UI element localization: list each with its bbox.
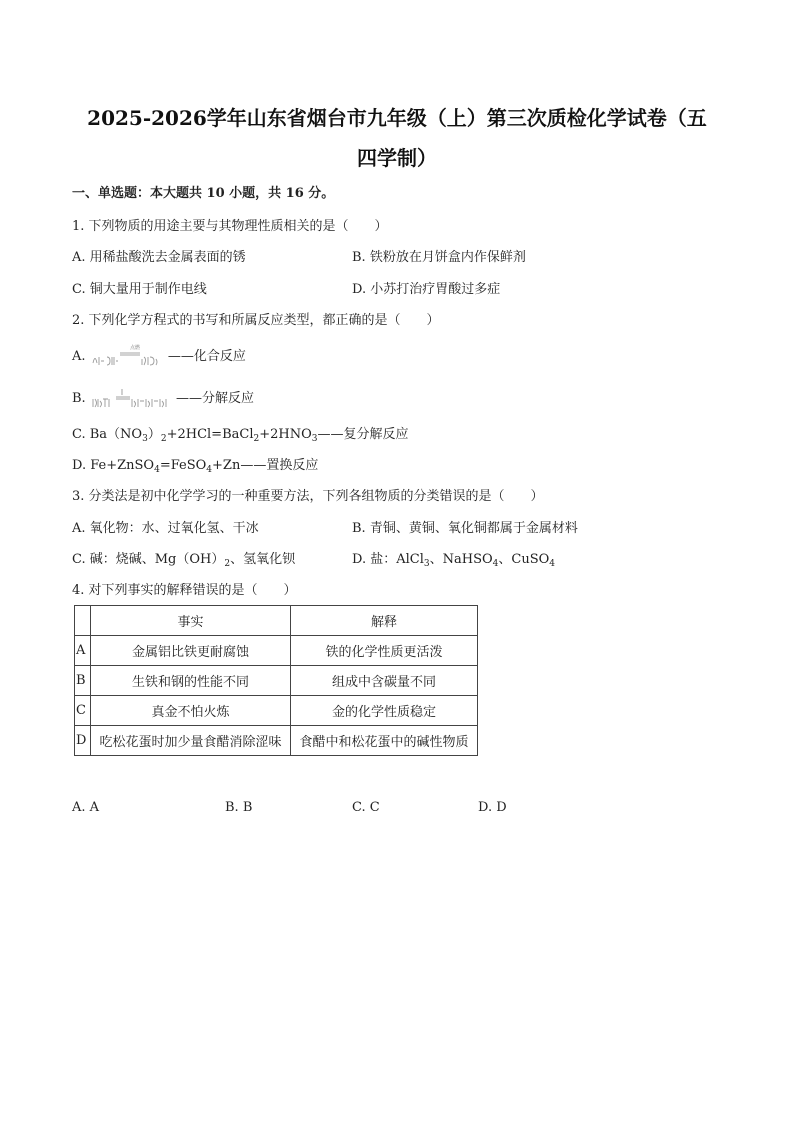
q3-d-text-2: 、NaHSO: [429, 552, 493, 567]
q2-option-b: [72, 384, 254, 414]
q3-c-text-1: C. 碱：烧碱、Mg（OH）: [72, 552, 225, 567]
fact-cell: 金属铝比铁更耐腐蚀: [91, 636, 291, 666]
q3-option-b: B. 青铜、黄铜、氧化铜都属于金属材料: [352, 521, 578, 536]
q2-stem: 2. 下列化学方程式的书写和所属反应类型，都正确的是（ ）: [72, 313, 440, 328]
fact-cell: 真金不怕火炼: [91, 696, 291, 726]
q1-option-b: B. 铁粉放在月饼盒内作保鲜剂: [352, 250, 526, 265]
facts-header-blank: [75, 606, 91, 636]
q1-option-a: A. 用稀盐酸洗去金属表面的锈: [72, 250, 246, 265]
table-row: [75, 696, 478, 726]
q3-d-sub-3: 4: [549, 559, 555, 569]
q2-c-text-1: C. Ba（NO: [72, 427, 143, 442]
section-heading: 一、单选题：本大题共 10 小题，共 16 分。: [72, 186, 335, 201]
q2-option-c: [72, 427, 409, 443]
table-row: [75, 666, 478, 696]
q1-option-c: C. 铜大量用于制作电线: [72, 282, 207, 297]
q2-c-sub-4: 3: [311, 434, 318, 444]
facts-header-explanation: 解释: [291, 606, 478, 636]
q4-option-b: B. B: [225, 800, 253, 815]
facts-table: [74, 605, 478, 756]
q2-d-text-3: +Zn——置换反应: [212, 458, 319, 473]
q2-c-sub-2: 2: [160, 434, 167, 444]
q2-c-sub-3: 2: [253, 434, 260, 444]
q2-option-a: [72, 342, 246, 372]
explanation-cell: 组成中含碳量不同: [291, 666, 478, 696]
q3-option-c: [72, 552, 295, 568]
q3-d-text-3: 、CuSO: [498, 552, 550, 567]
q4-option-c: C. C: [352, 800, 380, 815]
row-label: A: [75, 636, 91, 666]
explanation-cell: 食醋中和松花蛋中的碱性物质: [291, 726, 478, 756]
fact-cell: 生铁和钢的性能不同: [91, 666, 291, 696]
q3-option-a: A. 氧化物：水、过氧化氢、干冰: [72, 521, 259, 536]
q2-option-b-label: B.: [72, 391, 86, 406]
q3-d-text-1: D. 盐：AlCl: [352, 552, 424, 567]
q2-c-text-4: +2HNO: [259, 427, 312, 442]
q2-c-text-5: ——复分解反应: [317, 427, 409, 442]
equation-image-b: [90, 385, 170, 413]
facts-header-fact: 事实: [91, 606, 291, 636]
equation-image-a: [90, 343, 162, 371]
page-title-line1: 2025-2026学年山东省烟台市九年级（上）第三次质检化学试卷（五: [87, 106, 707, 130]
q1-option-d: D. 小苏打治疗胃酸过多症: [352, 282, 501, 297]
q3-c-sub-1: 2: [224, 559, 231, 569]
q2-d-sub-1: 4: [154, 465, 160, 475]
q3-option-d: [352, 552, 555, 568]
q1-stem: 1. 下列物质的用途主要与其物理性质相关的是（ ）: [72, 219, 388, 234]
q2-option-d: [72, 458, 318, 474]
q2-d-text-2: =FeSO: [159, 458, 207, 473]
explanation-cell: 铁的化学性质更活泼: [291, 636, 478, 666]
row-label: C: [75, 696, 91, 726]
q2-option-a-label: A.: [72, 349, 86, 364]
q2-option-b-type: ——分解反应: [175, 391, 254, 406]
q2-c-text-2: ）: [147, 427, 161, 442]
q3-d-sub-2: 4: [492, 559, 499, 569]
q4-option-d: D. D: [478, 800, 507, 815]
q4-option-a: A. A: [72, 800, 100, 815]
q2-d-sub-2: 4: [206, 465, 213, 475]
fact-cell: 吃松花蛋时加少量食醋消除涩味: [91, 726, 291, 756]
q3-stem: 3. 分类法是初中化学学习的一种重要方法，下列各组物质的分类错误的是（ ）: [72, 489, 544, 504]
svg-text:点燃: 点燃: [129, 344, 140, 351]
q4-stem: 4. 对下列事实的解释错误的是（ ）: [72, 583, 297, 598]
table-row: [75, 726, 478, 756]
row-label: B: [75, 666, 91, 696]
facts-table-header-row: [75, 606, 478, 636]
q2-option-a-type: ——化合反应: [167, 349, 246, 364]
q3-c-text-2: 、氢氧化钡: [230, 552, 296, 567]
q3-d-sub-1: 3: [423, 559, 430, 569]
page-title-line2: 四学制）: [357, 146, 437, 170]
q2-d-text-1: D. Fe+ZnSO: [72, 458, 155, 473]
q2-c-sub-1: 3: [142, 434, 148, 444]
q2-c-text-3: +2HCl=BaCl: [166, 427, 254, 442]
table-row: [75, 636, 478, 666]
explanation-cell: 金的化学性质稳定: [291, 696, 478, 726]
row-label: D: [75, 726, 91, 756]
